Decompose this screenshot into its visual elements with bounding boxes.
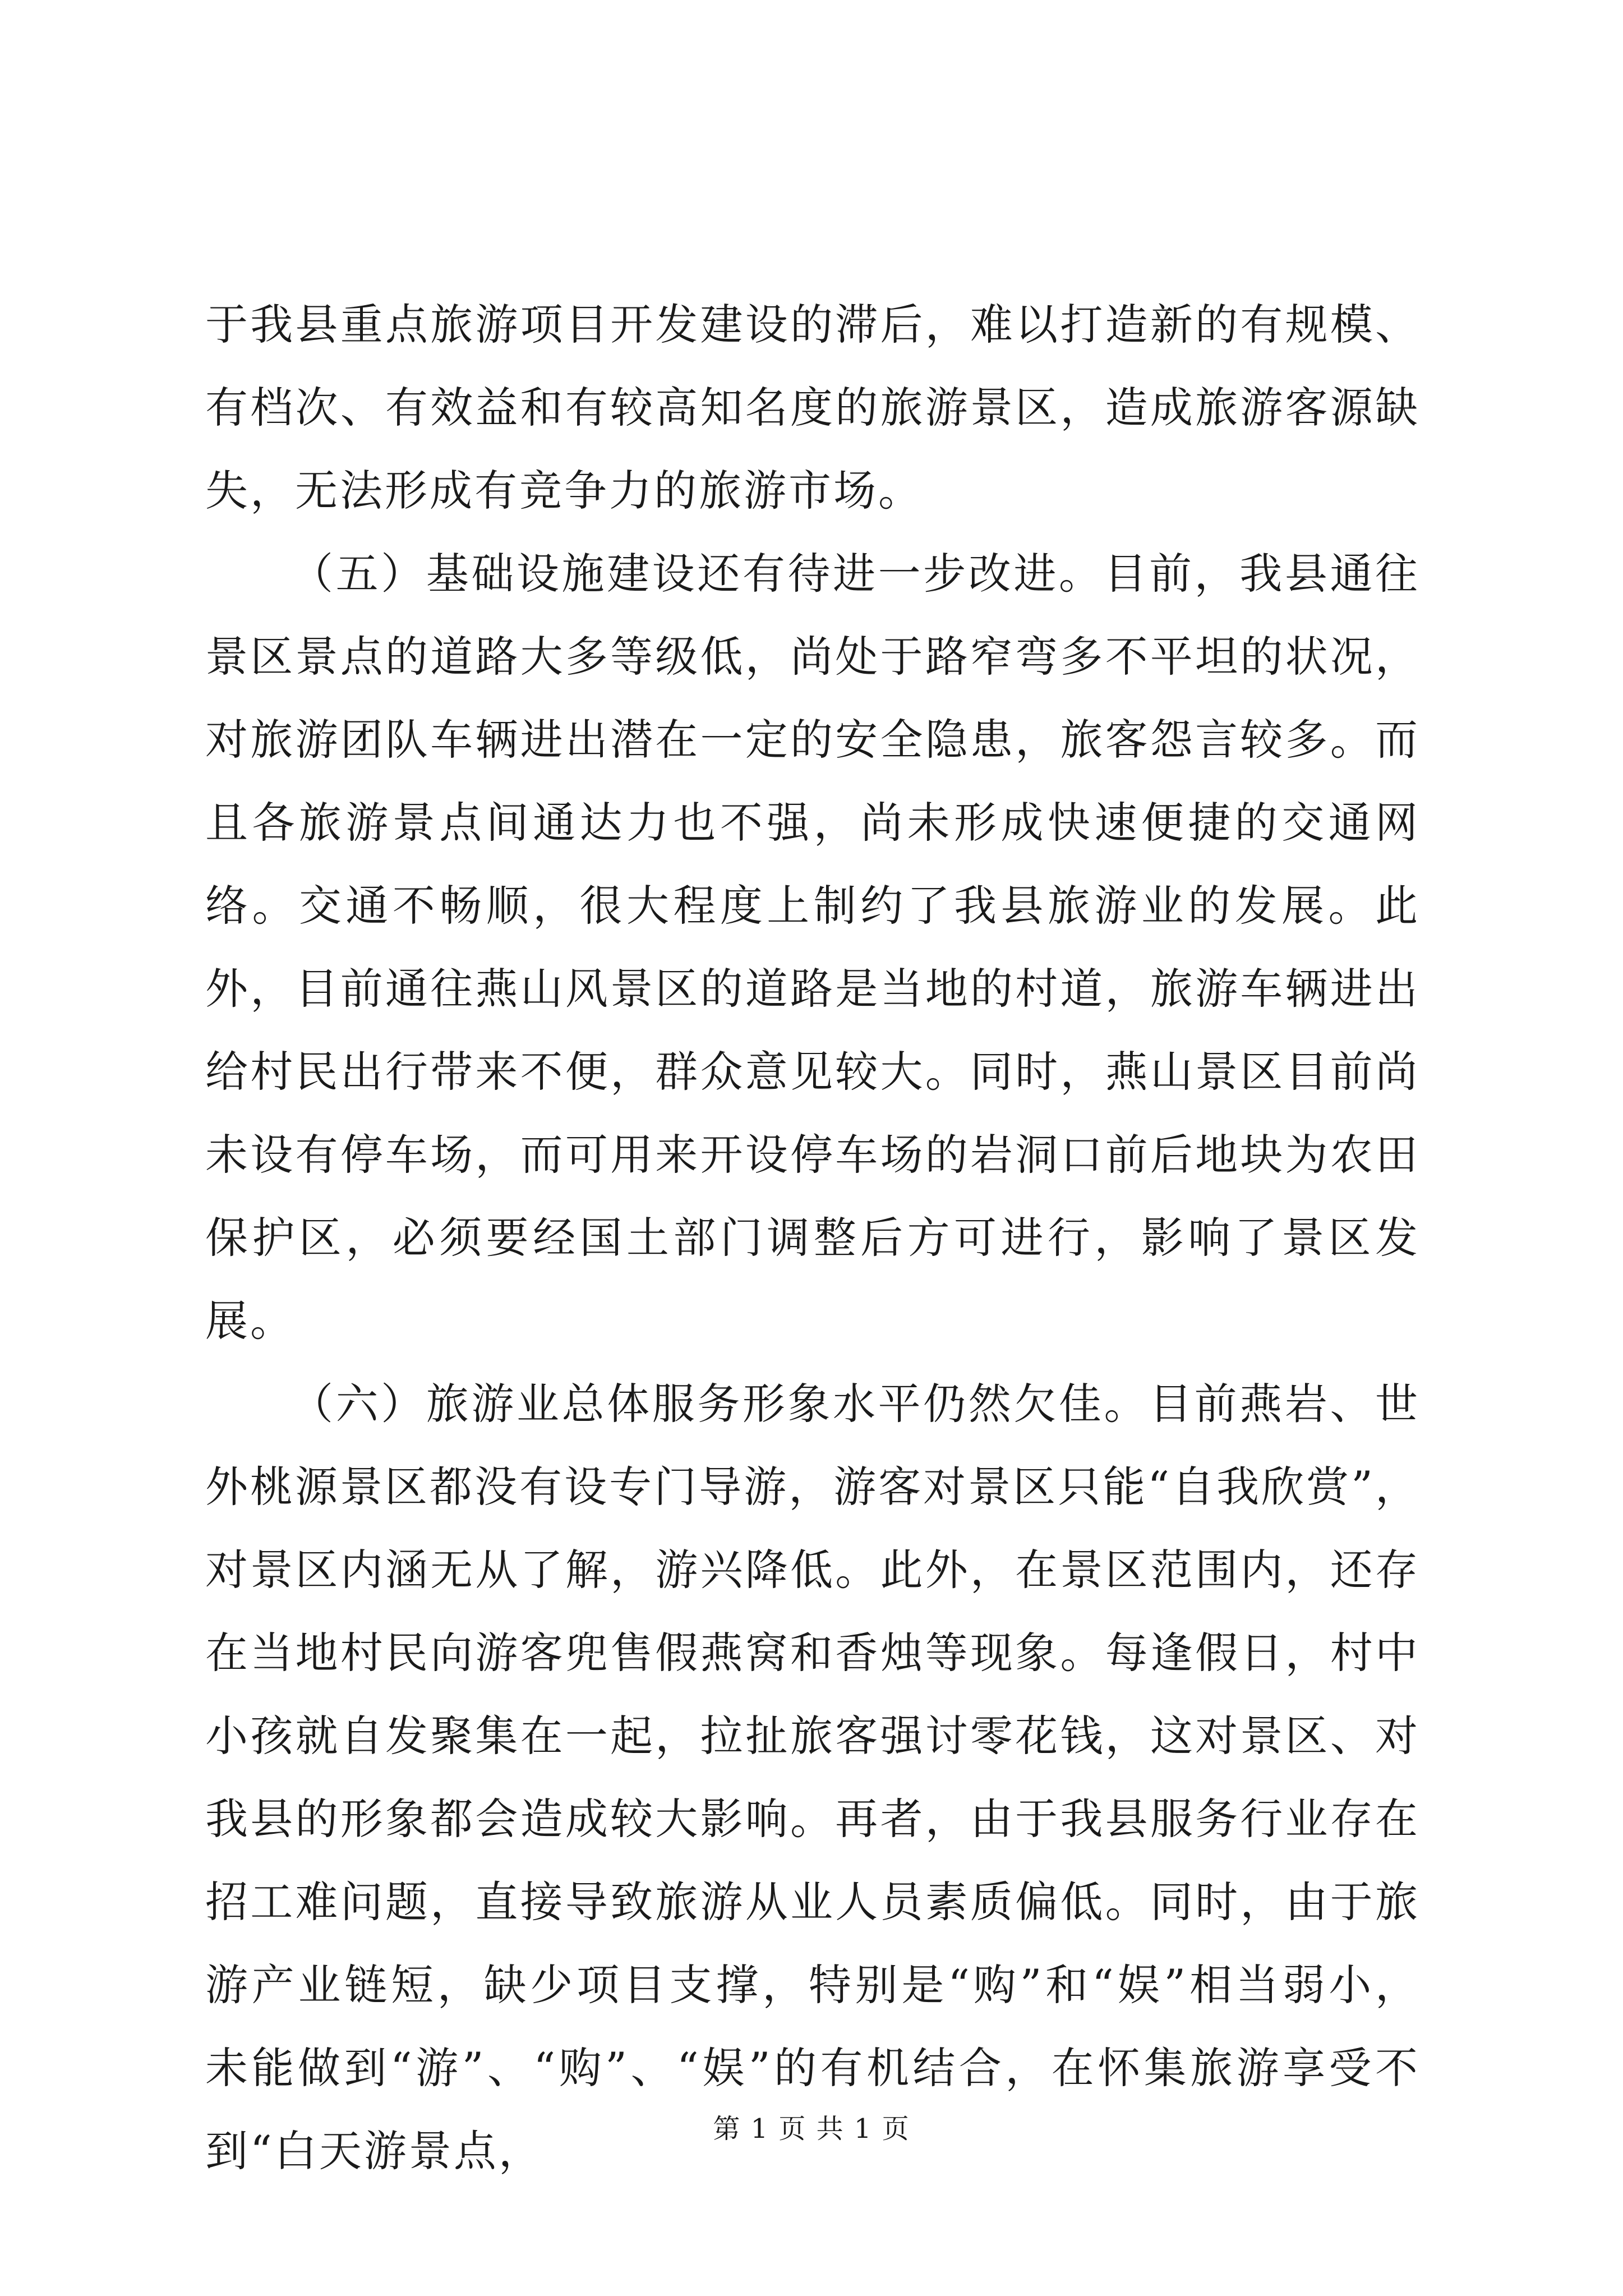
- document-body: [205, 283, 1420, 2193]
- paragraph-2: （五）基础设施建设还有待进一步改进。目前，我县通往景区景点的道路大多等级低，尚处于路窄弯多不平坦的状况，对旅游团队车辆进出潜在一定的安全隐患，旅客怨言较多。而且各旅游景点间通达力也不强，尚未形成快速便捷的交通网络。交通不畅顺，很大程度上制约了我县旅游业的发展。此外，目前通往燕山风景区的道路是当地的村道，旅游车辆进出给村民出行带来不便，群众意见较大。同时，燕山景区目前尚未设有停车场，而可用来开设停车场的岩洞口前后地块为农田保护区，必须要经国土部门调整后方可进行，影响了景区发展。: [205, 549, 1420, 1346]
- paragraph-3: （六）旅游业总体服务形象水平仍然欠佳。目前燕岩、世外桃源景区都没有设专门导游，游客对景区只能“自我欣赏”，对景区内涵无从了解，游兴降低。此外，在景区范围内，还存在当地村民向游客兜售假燕窝和香烛等现象。每逢假日，村中小孩就自发聚集在一起，拉扯旅客强讨零花钱，这对景区、对我县的形象都会造成较大影响。再者，由于我县服务行业存在招工难问题，直接导致旅游从业人员素质偏低。同时，由于旅游产业链短，缺少项目支撑，特别是“购”和“娱”相当弱小，未能做到“游”、“购”、“娱”的有机结合，在怀集旅游享受不到“白天游景点，: [205, 1379, 1420, 2176]
- page-footer: 第 1 页 共 1 页: [713, 2113, 910, 2145]
- paragraph-1: 于我县重点旅游项目开发建设的滞后，难以打造新的有规模、有档次、有效益和有较高知名度的旅游景区，造成旅游客源缺失，无法形成有竞争力的旅游市场。: [205, 300, 1420, 516]
